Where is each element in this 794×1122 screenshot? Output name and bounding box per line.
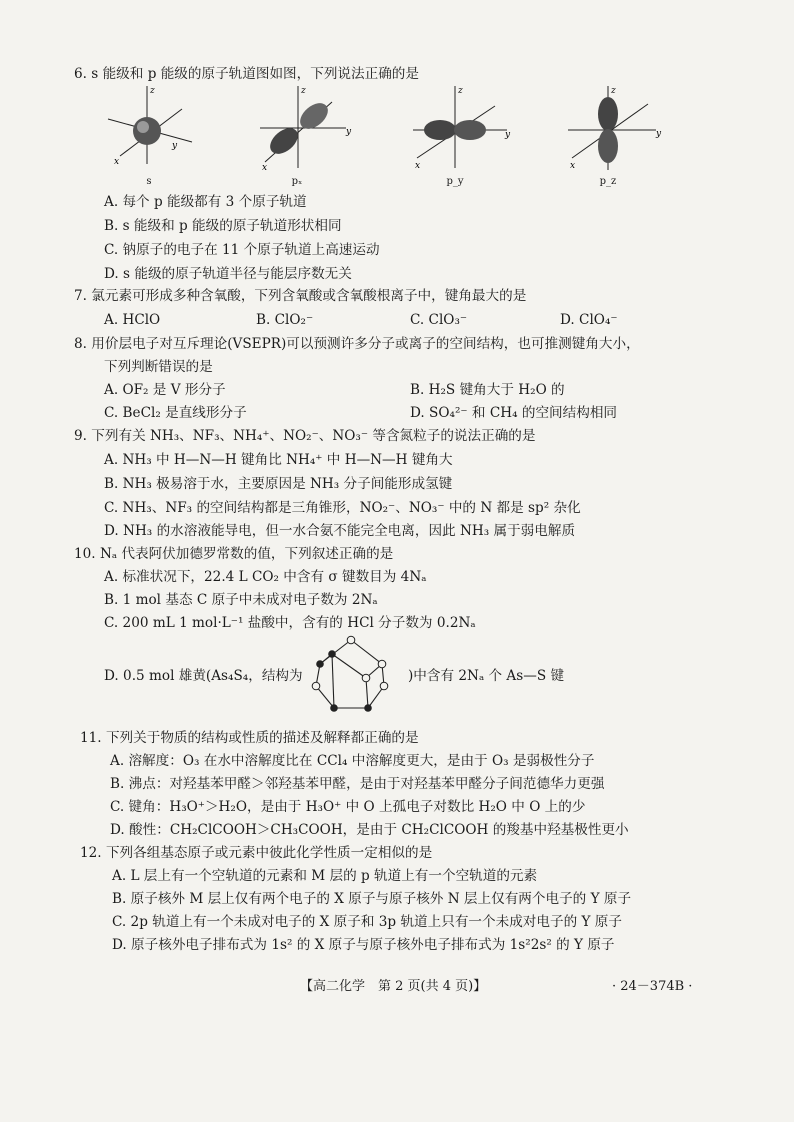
- q12-option-a: A. L 层上有一个空轨道的元素和 M 层的 p 轨道上有一个空轨道的元素: [112, 868, 538, 884]
- pz-label: p_z: [599, 176, 617, 187]
- q9-option-d: D. NH₃ 的水溶液能导电，但一水合氨不能完全电离，因此 NH₃ 属于弱电解质: [104, 523, 576, 539]
- py-orbital-diagram: [405, 84, 525, 194]
- q12-option-c: C. 2p 轨道上有一个未成对电子的 X 原子和 3p 轨道上只有一个未成对电子的 Y 原子: [112, 914, 622, 930]
- q6-option-c: C. 钠原子的电子在 11 个原子轨道上高速运动: [104, 242, 380, 258]
- svg-text:z: z: [301, 86, 306, 96]
- pz-orbital-diagram: [560, 84, 680, 194]
- q8-option-a: A. OF₂ 是 V 形分子: [104, 382, 226, 398]
- q11-option-b: B. 沸点：对羟基苯甲醛＞邻羟基苯甲醛，是由于对羟基苯甲醛分子间范德华力更强: [110, 776, 605, 792]
- q11-stem: 11. 下列关于物质的结构或性质的描述及解释都正确的是: [80, 730, 419, 746]
- q7-option-c: C. ClO₃⁻: [410, 312, 468, 328]
- py-label: p_y: [446, 176, 464, 187]
- q8-options-row1: [104, 380, 704, 400]
- q6-option-b: B. s 能级和 p 能级的原子轨道形状相同: [104, 218, 342, 234]
- q12-option-d: D. 原子核外电子排布式为 1s² 的 X 原子与原子核外电子排布式为 1s²2s² 的 Y 原子: [112, 937, 615, 953]
- svg-text:y: y: [346, 127, 352, 137]
- q6-option-a: A. 每个 p 能级都有 3 个原子轨道: [104, 194, 307, 210]
- q8-options-row2: [104, 403, 704, 423]
- svg-text:y: y: [172, 141, 178, 151]
- q7-options: [104, 310, 704, 330]
- px-label: pₓ: [291, 176, 303, 187]
- svg-text:x: x: [262, 163, 268, 173]
- as4s4-structure-diagram: [296, 634, 406, 718]
- q7-option-a: A. HClO: [104, 312, 161, 328]
- q10-option-a: A. 标准状况下，22.4 L CO₂ 中含有 σ 键数目为 4Nₐ: [104, 569, 427, 585]
- q9-option-c: C. NH₃、NF₃ 的空间结构都是三角锥形，NO₂⁻、NO₃⁻ 中的 N 都是 sp² 杂化: [104, 500, 581, 516]
- q12-option-b: B. 原子核外 M 层上仅有两个电子的 X 原子与原子核外 N 层上仅有两个电子的 Y 原子: [112, 891, 632, 907]
- page-footer: 【高二化学 第 2 页(共 4 页)】: [300, 979, 487, 994]
- orbital-figure: [100, 84, 700, 194]
- q7-stem: 7. 氯元素可形成多种含氧酸，下列含氧酸或含氧酸根离子中，键角最大的是: [74, 288, 527, 304]
- q10-option-d-post: )中含有 2Nₐ 个 As—S 键: [408, 668, 565, 684]
- q8-option-b: B. H₂S 键角大于 H₂O 的: [410, 382, 565, 398]
- q10-stem: 10. Nₐ 代表阿伏加德罗常数的值，下列叙述正确的是: [74, 546, 394, 562]
- q10-option-d-pre: D. 0.5 mol 雄黄(As₄S₄，结构为: [104, 668, 303, 684]
- q9-option-b: B. NH₃ 极易溶于水，主要原因是 NH₃ 分子间能形成氢键: [104, 476, 453, 492]
- q6-option-d: D. s 能级的原子轨道半径与能层序数无关: [104, 266, 352, 282]
- s-orbital-diagram: [100, 84, 220, 194]
- q7-option-d: D. ClO₄⁻: [560, 312, 618, 328]
- q8-stem: 8. 用价层电子对互斥理论(VSEPR)可以预测许多分子或离子的空间结构，也可推测键角大小，: [74, 336, 640, 352]
- q10-option-b: B. 1 mol 基态 C 原子中未成对电子数为 2Nₐ: [104, 592, 378, 608]
- svg-text:z: z: [611, 86, 616, 96]
- q6-stem: 6. s 能级和 p 能级的原子轨道图如图，下列说法正确的是: [74, 66, 419, 82]
- svg-text:z: z: [458, 86, 463, 96]
- svg-text:y: y: [656, 129, 662, 139]
- s-label: s: [146, 176, 152, 187]
- q10-option-c: C. 200 mL 1 mol·L⁻¹ 盐酸中，含有的 HCl 分子数为 0.2Nₐ: [104, 615, 476, 631]
- q7-option-b: B. ClO₂⁻: [256, 312, 314, 328]
- px-orbital-diagram: [250, 84, 370, 194]
- q8-option-c: C. BeCl₂ 是直线形分子: [104, 405, 247, 421]
- exam-code: · 24－374B ·: [612, 979, 693, 994]
- svg-text:z: z: [150, 86, 155, 96]
- svg-text:x: x: [415, 161, 421, 171]
- q11-option-d: D. 酸性：CH₂ClCOOH＞CH₃COOH，是由于 CH₂ClCOOH 的羧基中羟基极性更小: [110, 822, 629, 838]
- q11-option-a: A. 溶解度：O₃ 在水中溶解度比在 CCl₄ 中溶解度更大，是由于 O₃ 是弱极性分子: [110, 753, 595, 769]
- svg-text:x: x: [114, 157, 120, 167]
- svg-text:y: y: [505, 130, 511, 140]
- q8-option-d: D. SO₄²⁻ 和 CH₄ 的空间结构相同: [410, 405, 618, 421]
- q11-option-c: C. 键角：H₃O⁺＞H₂O，是由于 H₃O⁺ 中 O 上孤电子对数比 H₂O 中 O 上的少: [110, 799, 586, 815]
- q9-option-a: A. NH₃ 中 H—N—H 键角比 NH₄⁺ 中 H—N—H 键角大: [104, 452, 453, 468]
- q8-stem-cont: 下列判断错误的是: [104, 359, 213, 375]
- q9-stem: 9. 下列有关 NH₃、NF₃、NH₄⁺、NO₂⁻、NO₃⁻ 等含氮粒子的说法正确的是: [74, 428, 536, 444]
- svg-text:x: x: [570, 161, 576, 171]
- q12-stem: 12. 下列各组基态原子或元素中彼此化学性质一定相似的是: [80, 845, 433, 861]
